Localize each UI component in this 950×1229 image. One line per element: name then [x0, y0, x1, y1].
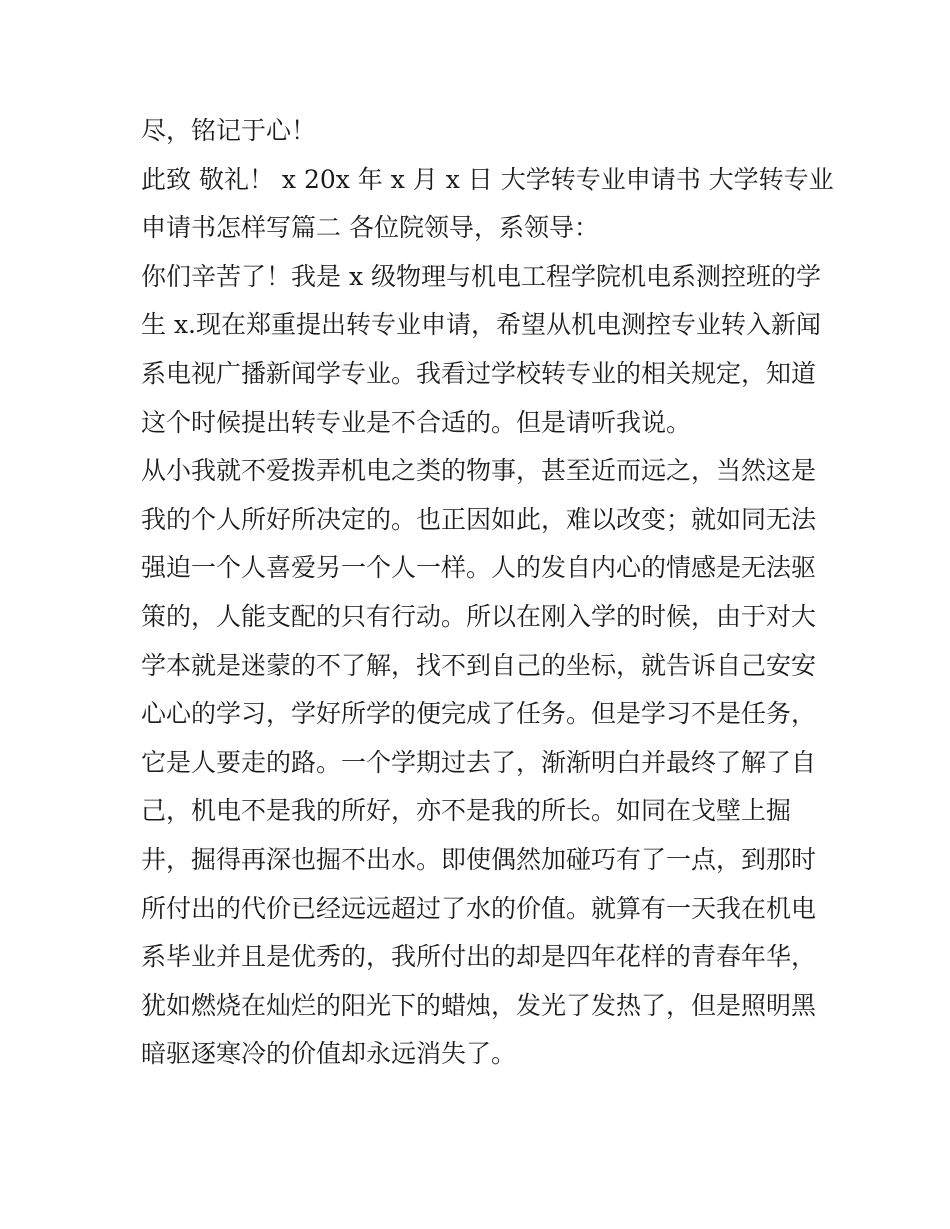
text-line: 它是人要走的路。一个学期过去了，渐渐明白并最终了解了自 [141, 747, 817, 777]
text-line: 井，掘得再深也掘不出水。即使偶然加碰巧有了一点，到那时 [141, 844, 817, 874]
text-line: 己，机电不是我的所好，亦不是我的所长。如同在戈壁上掘 [141, 796, 792, 826]
text-line: 所付出的代价已经远远超过了水的价值。就算有一天我在机电 [141, 893, 817, 923]
text-line: 犹如燃烧在灿烂的阳光下的蜡烛，发光了发热了，但是照明黑 [141, 990, 817, 1020]
text-line: 生 x.现在郑重提出转专业申请，希望从机电测控专业转入新闻 [141, 310, 821, 340]
document-body [141, 107, 834, 1079]
text-line: 你们辛苦了！我是 x 级物理与机电工程学院机电系测控班的学 [141, 261, 821, 291]
text-line: 我的个人所好所决定的。也正因如此，难以改变；就如同无法 [141, 504, 817, 534]
text-line: 系电视广播新闻学专业。我看过学校转专业的相关规定，知道 [141, 358, 817, 388]
text-line: 强迫一个人喜爱另一个人一样。人的发自内心的情感是无法驱 [141, 553, 817, 583]
text-line: 系毕业并且是优秀的，我所付出的却是四年花样的青春年华， [141, 942, 817, 972]
text-line: 暗驱逐寒冷的价值却永远消失了。 [141, 1039, 517, 1069]
text-line: 从小我就不爱拨弄机电之类的物事，甚至近而远之，当然这是 [141, 456, 817, 486]
text-line: 尽，铭记于心！ [141, 116, 317, 145]
text-line: 此致 敬礼！ x 20x 年 x 月 x 日 大学转专业申请书 大学转专业 [141, 164, 834, 194]
text-line: 学本就是迷蒙的不了解，找不到自己的坐标，就告诉自己安安 [141, 650, 817, 680]
text-line: 这个时候提出转专业是不合适的。但是请听我说。 [141, 407, 692, 437]
text-line: 心心的学习，学好所学的便完成了任务。但是学习不是任务， [141, 699, 817, 729]
text-line: 策的，人能支配的只有行动。所以在刚入学的时候，由于对大 [141, 601, 817, 631]
text-line: 申请书怎样写篇二 各位院领导，系领导： [141, 213, 599, 243]
